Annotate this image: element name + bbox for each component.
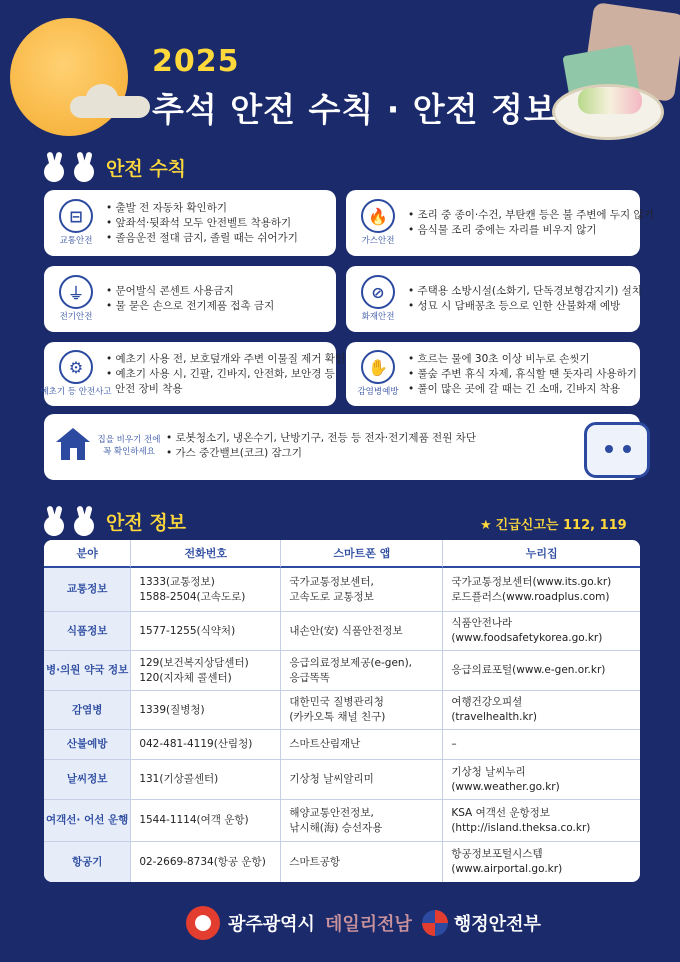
app-cell-line: (카카오톡 채널 친구)	[289, 711, 386, 723]
website-cell	[443, 760, 640, 800]
table-row	[44, 842, 640, 882]
website-cell	[443, 651, 640, 691]
website-cell	[443, 568, 640, 612]
card-label: 교통안전	[59, 236, 93, 246]
plug-icon: ⏚	[59, 275, 93, 309]
songpyeon-illustration	[578, 88, 642, 114]
phone-cell-line: 129(보건복지상담센터)	[139, 656, 249, 669]
app-cell-line: 국가교통정보센터,	[289, 575, 374, 588]
website-cell	[443, 842, 640, 882]
website-cell-line: 국가교통정보센터(www.its.go.kr)	[451, 575, 612, 588]
rule-item: • 졸음운전 절대 금지, 졸릴 때는 쉬어가기	[106, 231, 298, 246]
handwash-icon: ✋	[361, 350, 395, 384]
gas-flame-icon: 🔥	[361, 199, 395, 233]
phone-cell	[131, 730, 281, 760]
home-check-item: • 로봇청소기, 냉온수기, 난방기구, 전등 등 전자·전기제품 전원 차단	[166, 431, 476, 446]
category-cell: 날씨정보	[44, 760, 131, 800]
safety-info-title: 안전 정보	[106, 511, 187, 534]
card-label: 전기안전	[59, 312, 93, 322]
category-cell: 식품정보	[44, 612, 131, 651]
category-cell: 교통정보	[44, 568, 131, 612]
app-cell	[281, 842, 443, 882]
rule-item: • 음식물 조리 중에는 자리를 비우지 않기	[408, 223, 654, 238]
star-icon: ★	[480, 518, 492, 533]
app-cell-line: 고속도로 교통정보	[289, 590, 374, 603]
rule-item: • 흐르는 물에 30초 이상 비누로 손씻기	[408, 352, 637, 367]
safety-info-header	[40, 506, 186, 536]
table-row	[44, 730, 640, 760]
safety-card-gas	[346, 190, 654, 256]
mower-icon: ⚙	[59, 350, 93, 384]
table-row	[44, 800, 640, 842]
phone-cell-line: 1577-1255(식약처)	[139, 624, 236, 637]
app-cell-line: 스마트공항	[289, 855, 341, 868]
emergency-notice	[480, 514, 627, 533]
footer	[186, 906, 551, 940]
mois-logo-icon	[422, 910, 448, 936]
app-cell-line: 스마트산림재난	[289, 738, 361, 750]
watermark: 데일리전남	[324, 914, 412, 935]
phone-cell-line: 120(지자체 콜센터)	[139, 671, 232, 684]
column-header: 스마트폰 앱	[281, 540, 443, 568]
cloud-illustration	[70, 96, 150, 118]
phone-cell	[131, 612, 281, 651]
phone-cell-line: 1544-1114(여객 운항)	[139, 814, 249, 826]
rabbits-icon	[40, 506, 98, 536]
rule-item: • 성묘 시 담배꽁초 등으로 인한 산불화재 예방	[408, 299, 642, 314]
phone-cell-line: 131(기상콜센터)	[139, 773, 219, 785]
table-row	[44, 568, 640, 612]
emergency-text: 긴급신고는 112, 119	[495, 518, 627, 533]
column-header: 누리집	[443, 540, 640, 568]
table-header-row	[44, 540, 640, 568]
website-cell	[443, 691, 640, 730]
phone-cell	[131, 842, 281, 882]
safety-rules-title: 안전 수칙	[106, 157, 187, 180]
safety-info-table	[44, 540, 640, 882]
rule-item: • 앞좌석·뒷좌석 모두 안전벨트 착용하기	[106, 216, 298, 231]
website-cell-line: (www.airportal.go.kr)	[451, 863, 563, 875]
phone-cell	[131, 691, 281, 730]
rule-item: • 풀숲 주변 휴식 자제, 휴식할 땐 돗자리 사용하기	[408, 367, 637, 382]
category-cell: 여객선· 어선 운행	[44, 800, 131, 842]
home-check-label: 집을 비우기 전에 꼭 확인하세요	[97, 435, 161, 457]
moon-illustration	[10, 18, 128, 136]
category-cell: 병·의원 약국 정보	[44, 651, 131, 691]
website-cell-line: 여행건강오피셜	[451, 696, 523, 708]
phone-cell-line: 1588-2504(고속도로)	[139, 590, 246, 603]
website-cell-line: 기상청 날씨누리	[451, 765, 526, 778]
app-cell	[281, 651, 443, 691]
app-cell	[281, 760, 443, 800]
website-cell-line: 응급의료포털(www.e-gen.or.kr)	[451, 664, 606, 676]
safety-rules-header	[40, 152, 186, 182]
card-label: 감염병예방	[357, 387, 399, 397]
app-cell-line: 해양교통안전정보,	[289, 806, 374, 819]
website-cell-line: (www.foodsafetykorea.go.kr)	[451, 632, 603, 644]
app-cell	[281, 800, 443, 842]
app-cell-line: 기상청 날씨알리미	[289, 773, 374, 785]
website-cell-line: KSA 여객선 운항정보	[451, 806, 550, 819]
phone-cell	[131, 568, 281, 612]
fire-extinguisher-icon: ⊘	[361, 275, 395, 309]
rule-item: • 예초기 사용 전, 보호덮개와 주변 이물질 제거 확인	[106, 352, 345, 367]
safety-card-mower	[40, 342, 346, 406]
rule-item: • 주택용 소방시설(소화기, 단독경보형감지기) 설치	[408, 284, 642, 299]
website-cell	[443, 800, 640, 842]
website-cell	[443, 730, 640, 760]
app-cell-line: 응급의료정보제공(e-gen),	[289, 656, 413, 669]
website-cell-line: (www.weather.go.kr)	[451, 780, 560, 793]
category-cell: 항공기	[44, 842, 131, 882]
app-cell-line: 응급똑똑	[289, 671, 330, 684]
rule-item: • 물 묻은 손으로 전기제품 접촉 금지	[106, 299, 274, 314]
phone-cell	[131, 651, 281, 691]
website-cell-line: (travelhealth.kr)	[451, 711, 537, 723]
column-header: 분야	[44, 540, 131, 568]
safety-card-fire	[346, 266, 640, 332]
rule-item: • 풀이 많은 곳에 갈 때는 긴 소매, 긴바지 착용	[408, 382, 637, 397]
app-cell	[281, 730, 443, 760]
rabbits-icon	[40, 152, 98, 182]
home-check-item: • 가스 중간밸브(코크) 잠그기	[166, 446, 476, 461]
table-row	[44, 651, 640, 691]
website-cell-line: –	[451, 738, 457, 750]
table-row	[44, 691, 640, 730]
rule-item: • 예초기 사용 시, 긴팔, 긴바지, 안전화, 보안경 등	[106, 367, 345, 382]
page-title: 추석 안전 수칙 · 안전 정보	[152, 90, 557, 129]
rule-item: • 문어발식 콘센트 사용금지	[106, 284, 274, 299]
rule-item: • 조리 중 종이·수건, 부탄캔 등은 불 주변에 두지 않기	[408, 208, 654, 223]
power-socket-icon	[584, 422, 650, 478]
app-cell-line: 내손안(安) 식품안전정보	[289, 624, 403, 637]
website-cell-line: 로드플러스(www.roadplus.com)	[451, 590, 610, 603]
safety-card-electric	[44, 266, 336, 332]
card-label: 화재안전	[361, 312, 395, 322]
website-cell-line: (http://island.theksa.co.kr)	[451, 821, 591, 834]
phone-cell-line: 02-2669-8734(항공 운항)	[139, 855, 266, 868]
phone-cell-line: 042-481-4119(산림청)	[139, 738, 253, 750]
card-label: 예초기 등 안전사고	[40, 387, 112, 397]
safety-card-infection	[346, 342, 640, 406]
rule-item: 안전 장비 착용	[115, 382, 183, 395]
app-cell-line: 대한민국 질병관리청	[289, 696, 384, 708]
house-icon	[56, 428, 90, 460]
footer-org2: 행정안전부	[453, 914, 541, 935]
rule-item: • 출발 전 자동차 확인하기	[106, 201, 298, 216]
website-cell-line: 항공정보포털시스템	[451, 848, 543, 860]
home-check-card	[44, 414, 640, 480]
category-cell: 감염병	[44, 691, 131, 730]
phone-cell	[131, 800, 281, 842]
footer-org1: 광주광역시	[228, 914, 315, 935]
website-cell	[443, 612, 640, 651]
table-row	[44, 760, 640, 800]
app-cell	[281, 691, 443, 730]
card-label: 가스안전	[361, 236, 395, 246]
table-row	[44, 612, 640, 651]
phone-cell	[131, 760, 281, 800]
website-cell-line: 식품안전나라	[451, 617, 513, 629]
column-header: 전화번호	[131, 540, 281, 568]
seatbelt-icon: ⊟	[59, 199, 93, 233]
safety-card-traffic	[44, 190, 336, 256]
title-year: 2025	[152, 44, 240, 79]
category-cell: 산불예방	[44, 730, 131, 760]
app-cell-line: 낚시해(海) 승선자용	[289, 821, 383, 834]
app-cell	[281, 612, 443, 651]
phone-cell-line: 1339(질병청)	[139, 703, 205, 716]
app-cell	[281, 568, 443, 612]
gwangju-logo-icon	[186, 906, 220, 940]
phone-cell-line: 1333(교통정보)	[139, 575, 215, 588]
